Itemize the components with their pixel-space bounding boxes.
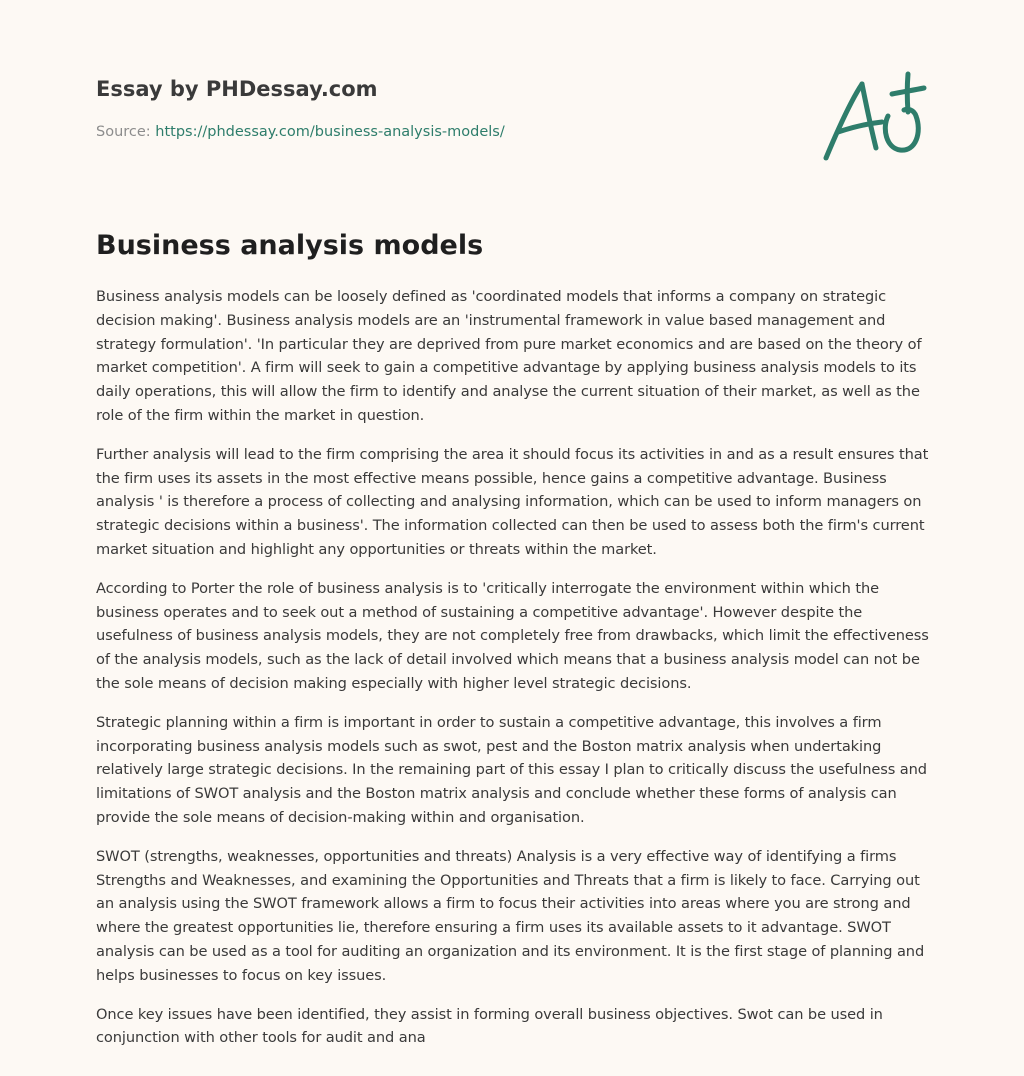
source-line (96, 122, 505, 142)
article-paragraph: Business analysis models can be loosely defined as 'coordinated models that informs a company on strategic decision making'. Business analysis models are an 'instrumental framework in value based management and strategy formulation'. 'In particular they are deprived from pure market economics and are based on the theory of market competition'. A firm will seek to gain a competitive advantage by applying business analysis models to its daily operations, this will allow the firm to identify and analyse the current situation of their market, as well as the role of the firm within the market in question. (96, 288, 922, 424)
article-paragraph: Once key issues have been identified, they assist in forming overall business objectives. Swot can be used in conjunction with other tools for audit and ana (96, 1005, 883, 1047)
article-paragraph: According to Porter the role of business analysis is to 'critically interrogate the environment within which the business operates and to seek out a method of sustaining a competitive advantage'. However despite the usefulness of business analysis models, they are not completely free from drawbacks, which limit the effectiveness of the analysis models, such as the lack of detail involved which means that a business analysis model can not be the sole means of decision making especially with higher level strategic decisions. (96, 579, 929, 692)
article-body (96, 285, 932, 1065)
article-paragraph: SWOT (strengths, weaknesses, opportunities and threats) Analysis is a very effective way of identifying a firms Strengths and Weaknesses, and examining the Opportunities and Threats that a firm is likely to face. Carrying out an analysis using the SWOT framework allows a firm to focus their activities into areas where you are strong and where the greatest opportunities lie, therefore ensuring a firm uses its available assets to it advantage. SWOT analysis can be used as a tool for auditing an organization and its environment. It is the first stage of planning and helps businesses to focus on key issues. (96, 847, 925, 984)
page-header (96, 74, 928, 174)
a-plus-logo (822, 68, 928, 164)
source-label: Source: (96, 124, 151, 140)
site-brand: Essay by PHDessay.com (96, 77, 378, 101)
article-paragraph: Further analysis will lead to the firm comprising the area it should focus its activities in and as a result ensures that the firm uses its assets in the most effective means possible, hence gains a competitive advantage. Business analysis ' is therefore a process of collecting and analysing information, which can be used to inform managers on strategic decisions within a business'. The information collected can then be used to assess both the firm's current market situation and highlight any opportunities or threats within the market. (96, 445, 929, 558)
source-link[interactable]: https://phdessay.com/business-analysis-models/ (155, 124, 505, 140)
page-title: Business analysis models (96, 230, 484, 261)
article-paragraph: Strategic planning within a firm is important in order to sustain a competitive advantage, this involves a firm incorporating business analysis models such as swot, pest and the Boston matrix analysis when undertaking relatively large strategic decisions. In the remaining part of this essay I plan to critically discuss the usefulness and limitations of SWOT analysis and the Boston matrix analysis and conclude whether these forms of analysis can provide the sole means of decision-making within and organisation. (96, 713, 927, 826)
a-plus-logo-icon (822, 68, 928, 164)
